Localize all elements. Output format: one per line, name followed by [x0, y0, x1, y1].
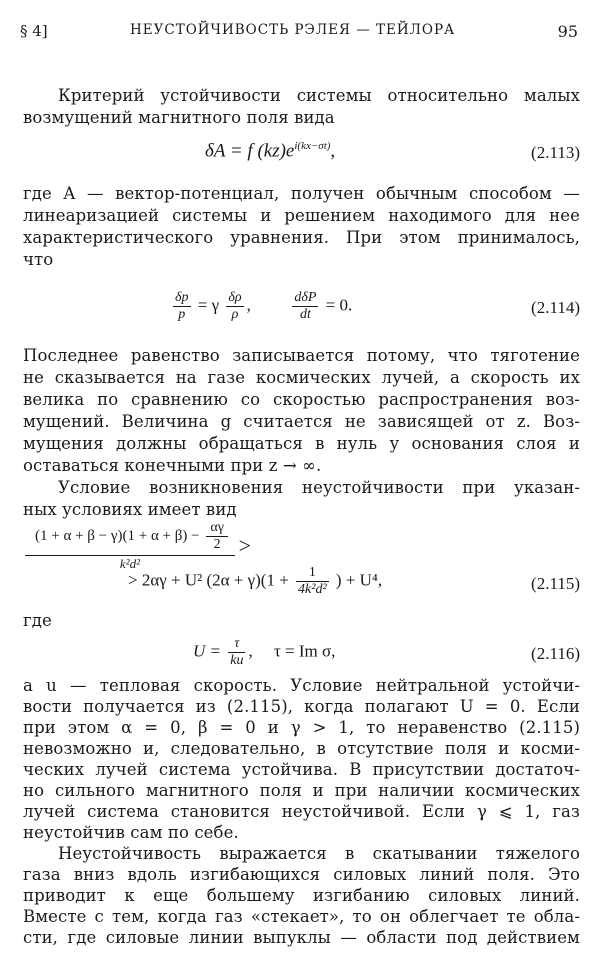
text-line: мущения должны обращаться в нуль у основания слоя и	[23, 434, 580, 453]
text-line: лучей система становится неустойчивой. Если γ ⩽ 1, газ	[23, 802, 580, 821]
text-line: не сказывается на газе космических лучей, а скорость их	[23, 368, 580, 387]
equation-number: (2.114)	[531, 298, 580, 317]
frac-den: 2	[213, 537, 221, 552]
text-line: сти, где силовые линии выпуклы — области под действием	[23, 928, 580, 947]
eq-lhs: U =	[193, 641, 221, 661]
text-line: что	[23, 250, 54, 269]
eq-sep: ,	[246, 295, 251, 315]
frac-den: ρ	[231, 307, 239, 322]
eq-mid: = γ	[197, 295, 220, 315]
equation-number: (2.113)	[531, 143, 580, 162]
frac-den: 4k²d²	[298, 582, 327, 597]
eq-line2: > 2αγ + U² (2α + γ)(1 +	[128, 570, 289, 590]
text-line: невозможно и, следовательно, в отсутствие поля и косми-	[23, 739, 580, 758]
text-line: Вместе с тем, когда газ «стекает», то он облегчает те обла-	[23, 907, 580, 926]
equation-number: (2.116)	[531, 644, 580, 663]
section-number: § 4]	[20, 22, 48, 40]
text-line: Последнее равенство записывается потому, что тяготение	[23, 346, 580, 365]
eq-rhs: = 0.	[325, 295, 353, 315]
text-line: где	[23, 611, 52, 630]
frac-num: dδP	[294, 290, 317, 305]
frac-den: ku	[230, 653, 244, 668]
text-line: неустойчив сам по себе.	[23, 823, 239, 842]
frac-num: 1	[296, 565, 329, 582]
text-line: линеаризацией системы и решением находимого для нее	[23, 206, 580, 225]
text-line: приводит к еще большему изгибанию силовых линий.	[23, 886, 580, 905]
eq-numerator: (1 + α + β − γ)(1 + α + β) −	[35, 527, 200, 544]
eq-denominator: k²d²	[119, 556, 140, 571]
text-line: Неустойчивость выражается в скатывании тяжелого	[58, 844, 580, 863]
text-line: оставаться конечными при z → ∞.	[23, 456, 322, 475]
frac-den: p	[178, 307, 186, 322]
page-number: 95	[557, 22, 578, 41]
eq-line2-end: ) + U⁴,	[335, 570, 383, 590]
text-line: вости получается из (2.115), когда полагают U = 0. Если	[23, 697, 580, 716]
frac-num: αγ	[210, 520, 224, 535]
frac-num: δp	[175, 290, 189, 305]
eq-gt: >	[238, 533, 252, 558]
eq-lhs: δA = f (kz)e	[205, 140, 295, 162]
text-line: газа вниз вдоль изгибающихся силовых линий поля. Это	[23, 865, 580, 884]
eq-tail: ,	[330, 140, 336, 162]
frac-num: δρ	[228, 290, 242, 305]
frac-den: dt	[299, 307, 311, 322]
text-line: характеристического уравнения. При этом принималось,	[23, 228, 580, 247]
text-line: но сильного магнитного поля и при наличии космических	[23, 781, 580, 800]
frac-num: τ	[234, 636, 240, 651]
text-line: Критерий устойчивости системы относительно малых	[58, 86, 580, 105]
eq-exponent: i(kx−σt)	[294, 140, 331, 152]
equation-number: (2.115)	[531, 574, 580, 593]
header-title: НЕУСТОЙЧИВОСТЬ РЭЛЕЯ — ТЕЙЛОРА	[130, 22, 456, 38]
eq-rest: , τ = Im σ,	[248, 641, 336, 661]
text-line: Условие возникновения неустойчивости при указан-	[58, 478, 580, 497]
text-line: а u — тепловая скорость. Условие нейтральной устойчи-	[23, 676, 580, 695]
text-line: возмущений магнитного поля вида	[23, 108, 335, 127]
text-line: при этом α = 0, β = 0 и γ > 1, то неравенство (2.115)	[23, 718, 580, 737]
text-line: где A — вектор-потенциал, получен обычным способом —	[23, 184, 580, 203]
text-line: ных условиях имеет вид	[23, 500, 237, 519]
text-line: ческих лучей система устойчива. В присутствии достаточ-	[23, 760, 580, 779]
text-line: велика по сравнению со скоростью распространения воз-	[23, 390, 580, 409]
text-line: мущений. Величина g считается не зависящей от z. Воз-	[23, 412, 580, 431]
